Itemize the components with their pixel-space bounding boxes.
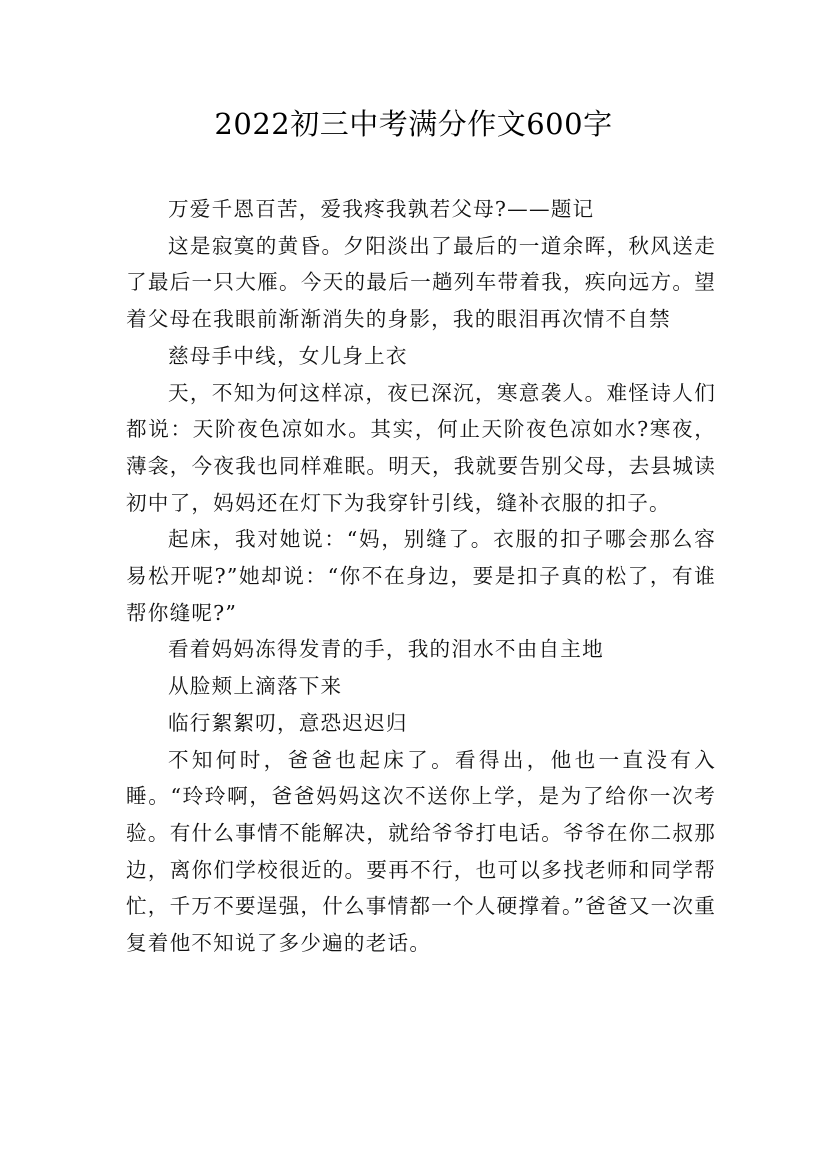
paragraph-heading-departure: 临行絮絮叨，意恐迟迟归 [168,710,408,735]
paragraph-tears: 从脸颊上滴落下来 [168,674,343,699]
document-body [126,191,716,962]
paragraph-father: 不知何时，爸爸也起床了。看得出，他也一直没有入睡。“玲玲啊，爸爸妈妈这次不送你上学，是为了给你一次考验。有什么事情不能解决，就给爷爷打电话。爷爷在你二叔那边，离你们学校很近的。要再不行，也可以多找老师和同学帮忙，千万不要逞强，什么事情都一个人硬撑着。”爸爸又一次重复着他不知说了多少遍的老话。 [126,747,716,956]
document-title: 2022初三中考满分作文600字 [214,107,613,141]
paragraph-hands: 看着妈妈冻得发青的手，我的泪水不由自主地 [168,637,604,662]
paragraph-dialogue: 起床，我对她说：“妈，别缝了。衣服的扣子哪会那么容易松开呢?”她却说：“你不在身边，要是扣子真的松了，有谁帮你缝呢?” [126,527,716,625]
paragraph-epigraph: 万爱千恩百苦，爱我疼我孰若父母?——题记 [168,197,595,221]
paragraph-night: 天，不知为何这样凉，夜已深沉，寒意袭人。难怪诗人们都说：天阶夜色凉如水。其实，何止天阶夜色凉如水?寒夜，薄衾，今夜我也同样难眠。明天，我就要告别父母，去县城读初中了，妈妈还在灯下为我穿针引线，缝补衣服的扣子。 [126,380,716,515]
paragraph-dusk: 这是寂寞的黄昏。夕阳淡出了最后的一道余晖，秋风送走了最后一只大雁。今天的最后一趟列车带着我，疾向远方。望着父母在我眼前渐渐消失的身影，我的眼泪再次情不自禁 [126,233,716,332]
paragraph-heading-mother: 慈母手中线，女儿身上衣 [168,343,408,368]
